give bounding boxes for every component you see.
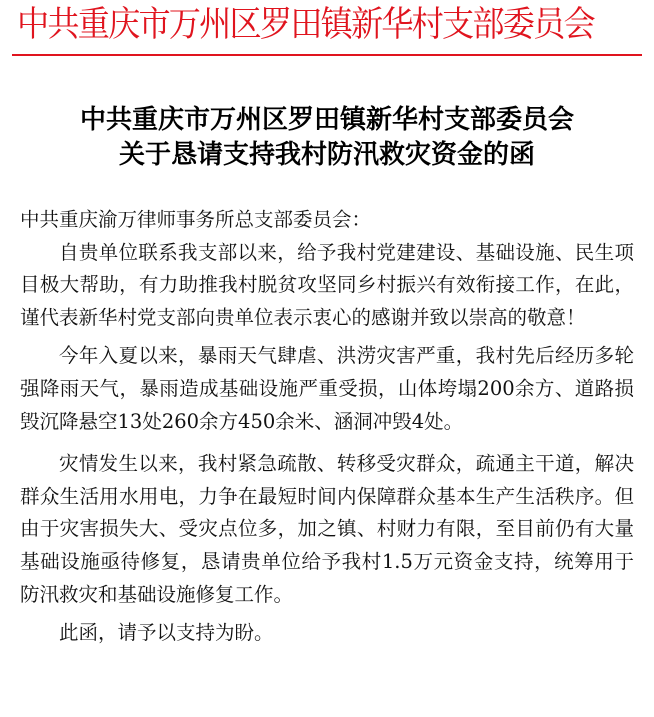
paragraph-disaster-situation: 今年入夏以来，暴雨天气肆虐、洪涝灾害严重，我村先后经历多轮强降雨天气，暴雨造成基础设施严重受损，山体垮塌200余方、道路损毁沉降悬空13处260余方450余米、涵洞冲毁4处。 (20, 344, 634, 433)
salutation: 中共重庆渝万律师事务所总支部委员会： (20, 208, 372, 231)
paragraph-funding-request: 灾情发生以来，我村紧急疏散、转移受灾群众，疏通主干道，解决群众生活用水用电，力争在最短时间内保障群众基本生产生活秩序。但由于灾害损失大、受灾点位多，加之镇、村财力有限，至目前仍有大量基础设施亟待修复，恳请贵单位给予我村1.5万元资金支持，统筹用于防汛救灾和基础设施修复工作。 (20, 452, 634, 606)
paragraph-gratitude: 自贵单位联系我支部以来，给予我村党建建设、基础设施、民生项目极大帮助，有力助推我村脱贫攻坚同乡村振兴有效衔接工作，在此，谨代表新华村党支部向贵单位表示衷心的感谢并致以崇高的敬意！ (20, 240, 634, 329)
paragraph-closing: 此函，请予以支持为盼。 (59, 621, 274, 645)
letter-body (20, 204, 634, 650)
letterhead-title: 中共重庆市万州区罗田镇新华村支部委员会 (17, 5, 594, 45)
document-title-line-1: 中共重庆市万州区罗田镇新华村支部委员会 (79, 105, 574, 135)
document-title-line-2: 关于恳请支持我村防汛救灾资金的函 (118, 140, 535, 170)
letterhead-red-rule (12, 54, 642, 56)
